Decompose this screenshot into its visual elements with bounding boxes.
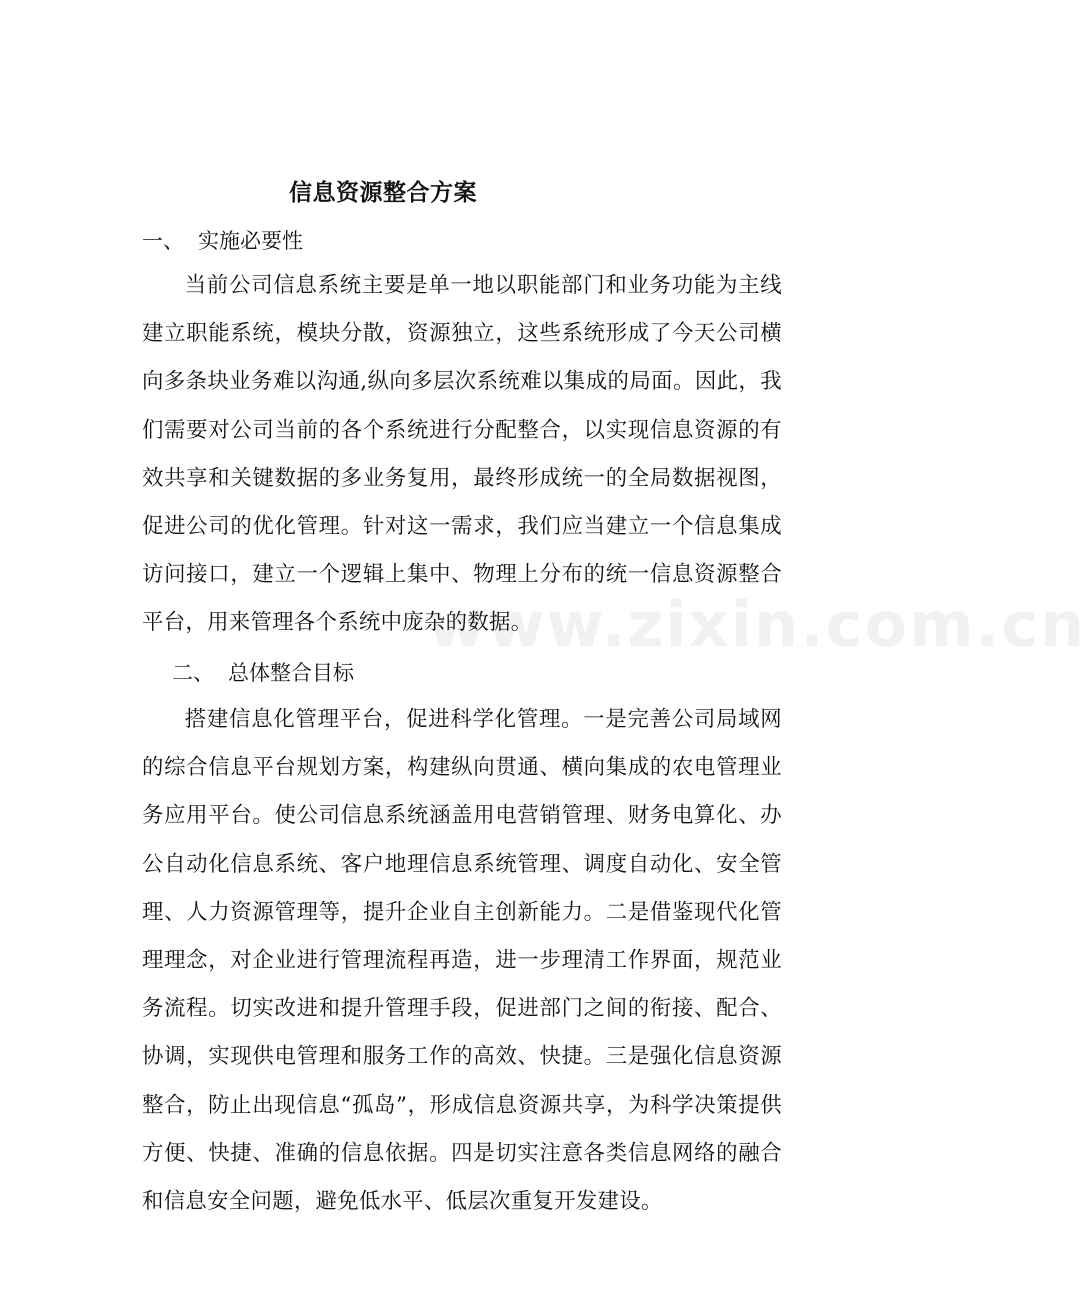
section-heading-text: 总体整合目标 [228, 661, 354, 685]
section-heading-2 [172, 657, 354, 687]
section-paragraph-2: 搭建信息化管理平台，促进科学化管理。一是完善公司局域网的综合信息平台规划方案，构建纵向贯通、横向集成的农电管理业务应用平台。使公司信息系统涵盖用电营销管理、财务电算化、办公自动化信息系统、客户地理信息系统管理、调度自动化、安全管理、人力资源管理等，提升企业自主创新能力。二是借鉴现代化管理理念，对企业进行管理流程再造，进一步理清工作界面，规范业务流程。切实改进和提升管理手段，促进部门之间的衔接、配合、协调，实现供电管理和服务工作的高效、快捷。三是强化信息资源整合，防止出现信息“孤岛”，形成信息资源共享，为科学决策提供方便、快捷、准确的信息依据。四是切实注意各类信息网络的融合和信息安全问题，避免低水平、低层次重复开发建设。 [142, 707, 782, 1215]
section-heading-text: 实施必要性 [198, 229, 303, 253]
section-number: 一、 [142, 229, 184, 253]
document-title: 信息资源整合方案 [289, 179, 477, 206]
watermark: www.zixin.com.cn [428, 588, 1086, 661]
section-paragraph-1: 当前公司信息系统主要是单一地以职能部门和业务功能为主线建立职能系统，模块分散，资源独立，这些系统形成了今天公司横向多条块业务难以沟通,纵向多层次系统难以集成的局面。因此，我们需要对公司当前的各个系统进行分配整合，以实现信息资源的有效共享和关键数据的多业务复用，最终形成统一的全局数据视图，促进公司的优化管理。针对这一需求，我们应当建立一个信息集成访问接口，建立一个逻辑上集中、物理上分布的统一信息资源整合平台，用来管理各个系统中庞杂的数据。 [142, 273, 782, 636]
section-heading-1 [142, 225, 303, 255]
section-number: 二、 [172, 661, 214, 685]
